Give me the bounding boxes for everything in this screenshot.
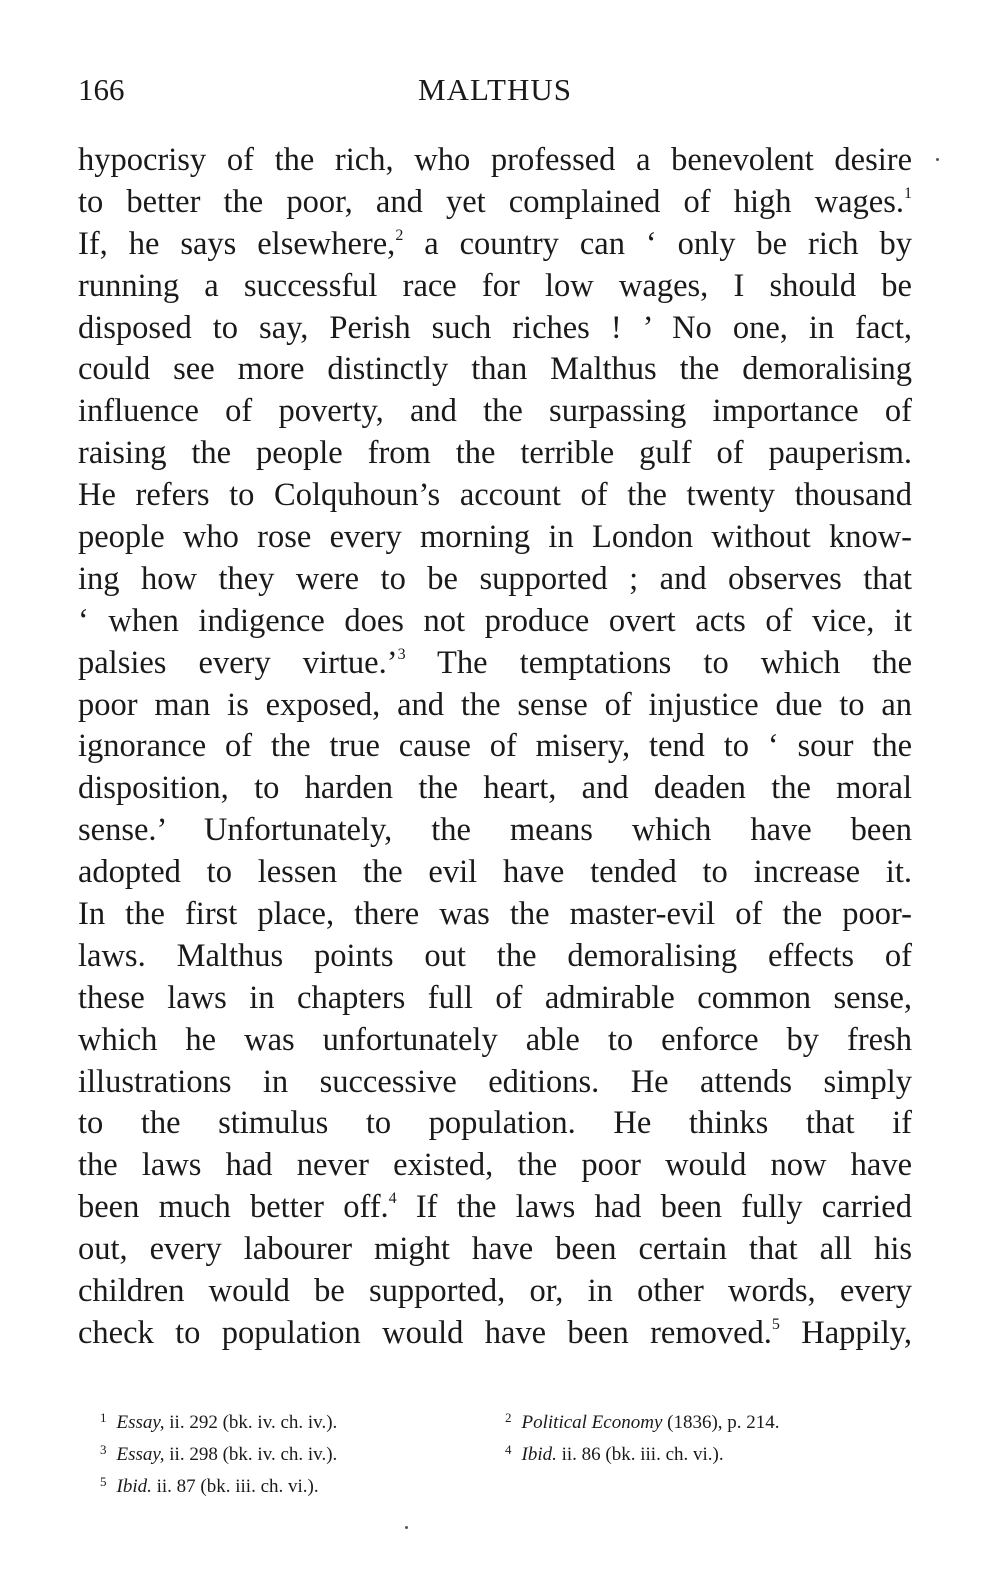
footnote-1: $^1$ Essay, ii. 292 (bk. iv. ch. iv.). [100,1410,338,1433]
running-title: MALTHUS [418,72,572,107]
footnote-ref: 1 [904,184,912,202]
text-line: illustrations in successive editions. He attends simply [78,1063,912,1100]
text-line: ing how they were to be supported ; and observes that [78,560,912,597]
text-line: check to population would have been removed.$^5$ Happily, [78,1314,912,1351]
print-speck [936,158,939,161]
text-line: to better the poor, and yet complained of high wages.$^1$ [78,183,912,220]
text-line: laws. Malthus points out the demoralising effects of [78,937,912,974]
text-line: these laws in chapters full of admirable common sense, [78,979,912,1016]
print-speck [405,1526,408,1529]
text-line: If, he says elsewhere,$^2$ a country can ‘ only be rich by [78,225,912,262]
page-number: 166 [78,72,125,107]
text-line: ‘ when indigence does not produce overt acts of vice, it [78,602,912,639]
text-line: He refers to Colquhoun’s account of the twenty thousand [78,477,912,514]
text-line: the laws had never existed, the poor would now have [78,1147,912,1184]
text-line: people who rose every morning in London without know- [78,519,912,556]
text-line: In the first place, there was the master-evil of the poor- [78,896,912,933]
page-header [78,72,912,122]
text-line: influence of poverty, and the surpassing importance of [78,393,912,430]
footnote-4: $^4$ Ibid. ii. 86 (bk. iii. ch. vi.). [505,1442,724,1465]
text-line: out, every labourer might have been certain that all his [78,1231,912,1268]
text-line: adopted to lessen the evil have tended to increase it. [78,854,912,891]
text-line: children would be supported, or, in other words, every [78,1273,912,1310]
footnote-ref: 4 [388,1190,397,1208]
footnote-ref: 5 [771,1315,780,1333]
text-line: to the stimulus to population. He thinks that if [78,1105,912,1142]
footnote-3: $^3$ Essay, ii. 298 (bk. iv. ch. iv.). [100,1442,338,1465]
text-line: palsies every virtue.’$^3$ The temptations to which the [78,644,912,681]
text-line: hypocrisy of the rich, who professed a benevolent desire [78,142,912,178]
text-line: disposition, to harden the heart, and deaden the moral [78,770,912,807]
footnotes [100,1402,900,1498]
body-text [78,140,912,1355]
text-line: poor man is exposed, and the sense of injustice due to an [78,686,912,723]
text-line: been much better off.$^4$ If the laws had been fully carried [78,1189,912,1226]
text-line: could see more distinctly than Malthus the demoralising [78,351,912,388]
text-line: sense.’ Unfortunately, the means which have been [78,812,912,849]
text-line: which he was unfortunately able to enforce by fresh [78,1021,912,1058]
footnote-2: $^2$ Political Economy (1836), p. 214. [505,1410,780,1433]
text-line: ignorance of the true cause of misery, tend to ‘ sour the [78,728,912,765]
text-line: disposed to say, Perish such riches ! ’ No one, in fact, [78,309,912,346]
text-line: raising the people from the terrible gulf of pauperism. [78,435,912,472]
footnote-5: $^5$ Ibid. ii. 87 (bk. iii. ch. vi.). [100,1474,319,1497]
text-line: running a successful race for low wages, I should be [78,267,912,304]
footnote-ref: 2 [395,226,404,244]
footnote-ref: 3 [397,645,406,663]
